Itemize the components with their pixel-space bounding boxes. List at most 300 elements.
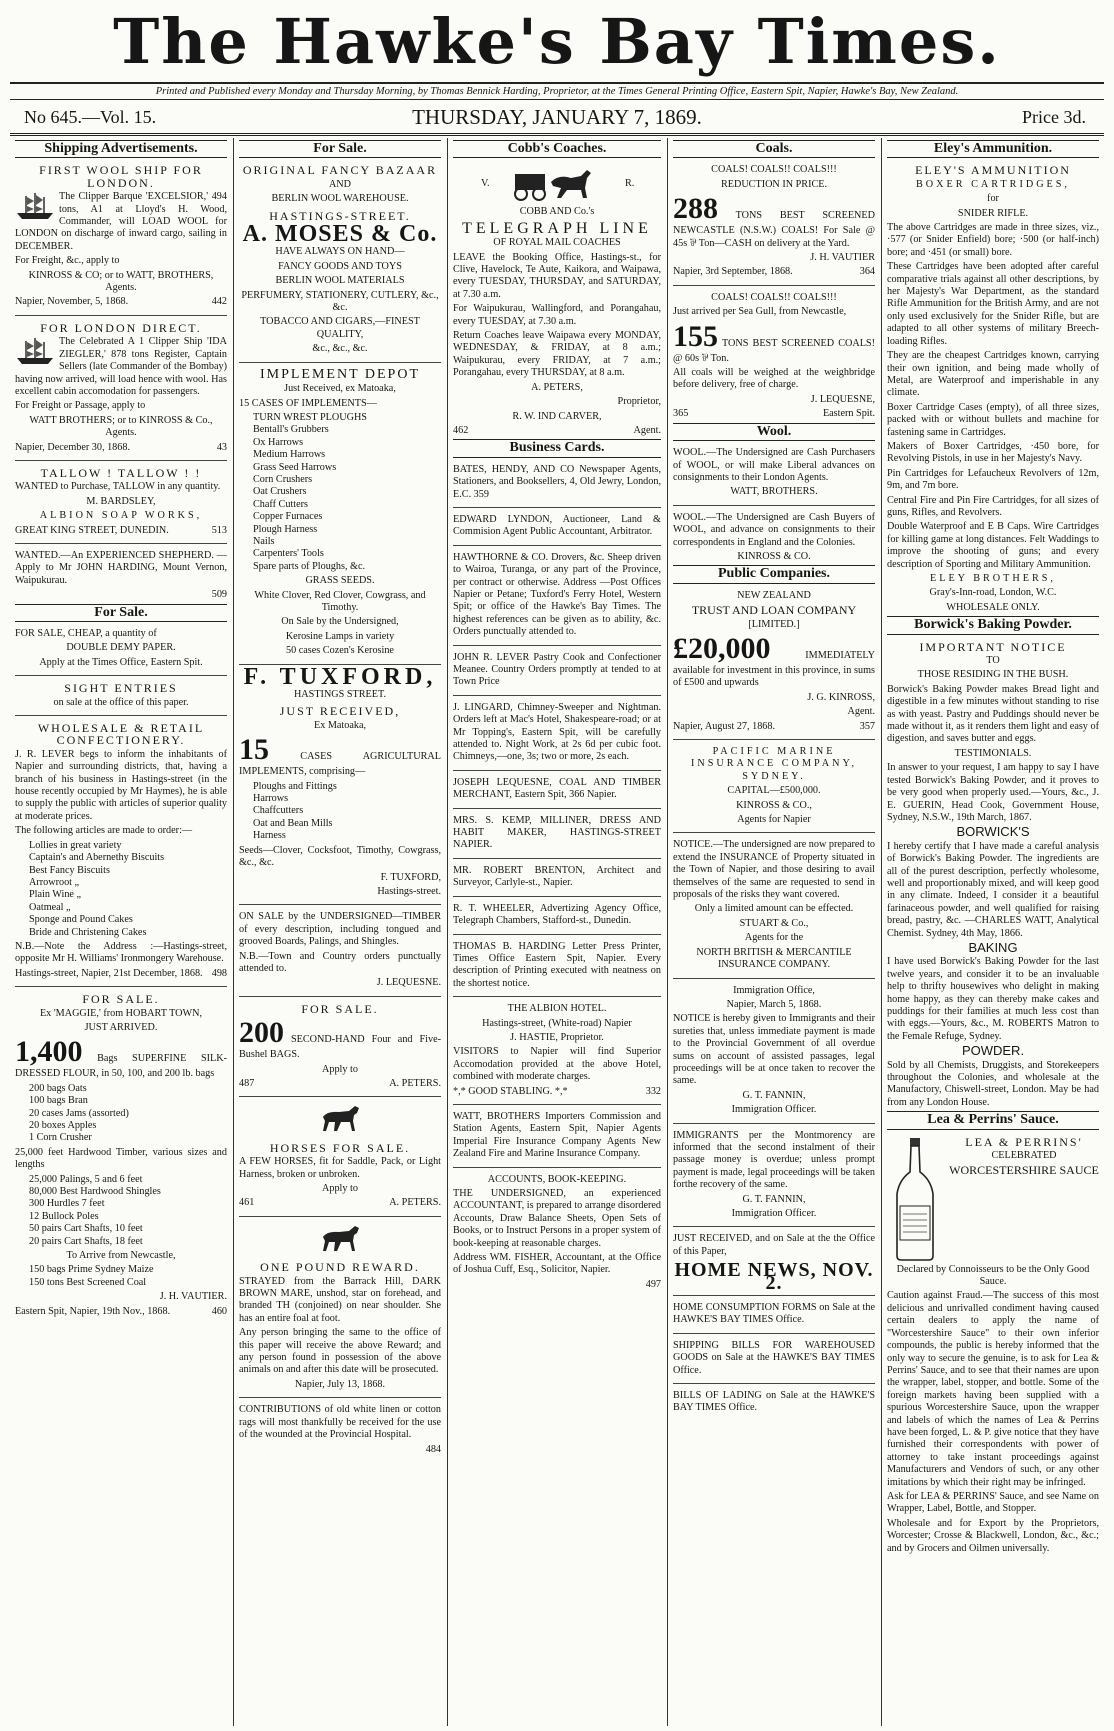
ad-body: All coals will be weighed at the weighbridge before delivery, free of charge. xyxy=(673,367,875,391)
ad-title: THE ALBION HOTEL. xyxy=(507,1003,607,1015)
business-card: R. T. WHEELER, Advertizing Agency Office, Telegraph Chambers, Stafford-st., Dunedin. xyxy=(453,902,661,927)
ad-title: ELEY'S AMMUNITION xyxy=(915,163,1071,178)
list-item: 150 bags Prime Sydney Maize xyxy=(29,1264,154,1276)
ad-agents: WATT BROTHERS; or to KINROSS & Co., Agents. xyxy=(29,414,213,439)
ad-works: ALBION SOAP WORKS, xyxy=(39,510,203,522)
ad-body: IMMIGRANTS per the Montmorency are informed that the second instalment of their passage money is overdue; unless prompt payment is made, legal proceedings will be taken forthe recovery of the same. xyxy=(673,1129,875,1191)
ad-body: I hereby certify that I have made a careful analysis of Borwick's Baking Powder. The ingredients are all of the purest description, perfectly wholesome, well and proportionably mixed, and will keep good in any climate. Indeed, I consider it a beautiful farinaceous powder, and well qualified for raising bread, pastry, &c. —CHARLES WATT, Analytical Chemist. Sydney, 4th May, 1866. xyxy=(887,840,1099,939)
ad-text: SECOND-HAND Four and Five-Bushel BAGS. xyxy=(239,1034,441,1061)
ad-body: WOOL.—The Undersigned are Cash Buyers of WOOL, and advance on consignments to their correspondents in England and the Colonies. xyxy=(673,511,875,548)
ad-signature: J. LEQUESNE, xyxy=(810,393,875,405)
section-heading: Eley's Ammunition. xyxy=(887,140,1099,158)
ad-date: Eastern Spit, Napier, 19th Nov., 1868. xyxy=(15,1305,171,1317)
divider xyxy=(239,1397,441,1398)
list-item: 200 bags Oats xyxy=(29,1082,87,1094)
ad-text: J. HASTIE, Proprietor. xyxy=(510,1031,604,1043)
ad-text: The following articles are made to order:— xyxy=(15,825,193,837)
divider xyxy=(15,715,227,716)
ad-number: 484 xyxy=(425,1443,441,1455)
ad-text: Agent. xyxy=(633,424,661,436)
divider xyxy=(453,770,661,771)
section-heading: For Sale. xyxy=(15,604,227,622)
divider xyxy=(453,858,661,859)
ad-text: Immigration Officer. xyxy=(731,1104,817,1116)
list-item: Harness xyxy=(253,830,286,842)
ad-subtitle: BOXER CARTRIDGES, xyxy=(916,178,1070,190)
section-heading: Public Companies. xyxy=(673,565,875,583)
section-heading: Coals. xyxy=(673,140,875,158)
ad-title: FOR LONDON DIRECT. xyxy=(40,320,202,335)
list-item: Best Fancy Biscuits xyxy=(29,864,110,876)
issue-number: No 645.—Vol. 15. xyxy=(24,107,157,127)
ad-text: BERLIN WOOL WAREHOUSE. xyxy=(271,193,409,205)
list-item: TURN WREST PLOUGHS xyxy=(253,411,367,423)
divider xyxy=(673,832,875,833)
ad-text: [LIMITED.] xyxy=(748,618,800,630)
ad-subtitle: Ex 'MAGGIE,' from HOBART TOWN, xyxy=(39,1007,203,1019)
ad-body: They are the cheapest Cartridges known, carrying their own ignition, and being made wholly of Metal, are Waterproof and imperishable in any climate. xyxy=(887,350,1099,399)
ad-apply: Apply at the Times Office, Eastern Spit. xyxy=(39,656,203,668)
ad-body: Central Fire and Pin Fire Cartridges, for all sizes of guns, Rifles, and Revolvers. xyxy=(887,494,1099,518)
divider xyxy=(453,896,661,897)
ad-body: Ask for LEA & PERRINS' Sauce, and see Name on Wrapper, Label, Bottle, and Stopper. xyxy=(887,1490,1099,1515)
list-item: Nails xyxy=(253,535,275,547)
column-shipping xyxy=(10,138,232,1726)
ad-signature: KINROSS & CO., xyxy=(736,799,812,811)
column-coaches-business xyxy=(448,138,666,1726)
ad-number: 462 xyxy=(453,424,469,436)
coach-initial-r: R. xyxy=(625,178,635,190)
ad-signature: J. LEQUESNE. xyxy=(376,977,441,989)
ad-address: Hastings-street, (White-road) Napier xyxy=(482,1017,632,1029)
ad-signature: ELEY BROTHERS, xyxy=(930,573,1056,584)
masthead-title: The Hawke's Bay Times. xyxy=(113,5,1001,78)
ad-number: 509 xyxy=(211,589,227,601)
ad-title: TELEGRAPH LINE xyxy=(462,219,652,237)
ad-text: White Clover, Red Clover, Cowgrass, and Timothy. xyxy=(254,589,426,613)
divider xyxy=(673,739,875,740)
ad-text: 25,000 feet Hardwood Timber, various sizes and lengths xyxy=(15,1146,227,1171)
ad-text: Agents for Napier xyxy=(737,814,811,826)
ad-number: 364 xyxy=(859,266,875,278)
section-heading: For Sale. xyxy=(239,140,441,158)
ad-firm-name: F. TUXFORD, xyxy=(243,663,437,690)
list-item: Arrowroot „ xyxy=(29,876,80,888)
list-item: 20 boxes Apples xyxy=(29,1120,97,1131)
divider xyxy=(15,315,227,316)
ad-subtitle: TESTIMONIALS. xyxy=(954,747,1032,759)
divider xyxy=(239,904,441,905)
ad-text: 50 cases Cozen's Kerosine xyxy=(286,645,394,657)
ad-title: FOR SALE. xyxy=(301,1001,379,1016)
divider xyxy=(673,285,875,286)
ad-number: 487 xyxy=(239,1077,255,1089)
ad-body: HOME CONSUMPTION FORMS on Sale at the HAWKE'S BAY TIMES Office. xyxy=(673,1302,875,1326)
list-item: 150 tons Best Screened Coal xyxy=(29,1276,147,1288)
list-item: &c., &c., &c. xyxy=(312,343,368,355)
list-item: 50 pairs Cart Shafts, 10 feet xyxy=(29,1223,143,1235)
coach-initial-v: V. xyxy=(481,178,490,190)
divider xyxy=(239,362,441,363)
ad-number: 497 xyxy=(645,1278,661,1290)
list-item: Ox Harrows xyxy=(253,436,304,448)
section-heading: Wool. xyxy=(673,423,875,441)
ad-title: PACIFIC MARINE INSURANCE COMPANY, SYDNEY. xyxy=(690,746,858,782)
ad-text: Ex Matoaka, xyxy=(313,719,367,731)
business-card: THOMAS B. HARDING Letter Press Printer, Times Office Eastern Spit, Napier. Every description of Printing executed with neatness on the shortest notice. xyxy=(453,940,661,989)
ad-title: FOR SALE. xyxy=(82,992,160,1007)
ad-title: WHOLESALE & RETAIL CONFECTIONERY. xyxy=(37,721,205,748)
ad-text: Bags SUPERFINE SILK-DRESSED FLOUR, in 50, 100, and 200 lb. bags xyxy=(15,1053,227,1080)
list-item: TOBACCO AND CIGARS,—FINEST QUALITY, xyxy=(260,316,420,340)
divider xyxy=(453,1167,661,1168)
ad-body: The above Cartridges are made in three sizes, viz., ·577 (or Snider Enfield) bore; ·500 (or half-inch) bore; and ·451 (or small) bore. xyxy=(887,222,1099,258)
divider xyxy=(673,505,875,506)
ad-body: WOOL.—The Undersigned are Cash Purchasers of WOOL, or will make Liberal advances on consignments to their London Agents. xyxy=(673,447,875,483)
ad-date: Napier, November, 5, 1868. xyxy=(15,296,129,308)
list-item: Copper Furnaces xyxy=(253,511,323,523)
list-item: 12 Bullock Poles xyxy=(29,1210,99,1222)
ad-body: Caution against Fraud.—The success of this most delicious and unrivalled condiment having caused certain dealers to apply the name of "Worcestershire Sauce" to their own inferior compounds, the public is hereby informed that the only way to secure the genuine, is to ask for Lea & Perrins' Sauce, and to see that their names are upon the wrapper, label, stopper, and bottle. Some of the foreign markets having been supplied with a spurious Worcestershire Sauce, upon the wrapper and labels of which the names of Lea & Perrins have been forged, L. & P. give notice that they have furnished their correspondents with power of attorney to take instant proceedings against Manufacturers and Vendors of such, or any other imitations by which their right may be infringed. xyxy=(887,1290,1099,1488)
list-item: 80,000 Best Hardwood Shingles xyxy=(29,1186,161,1198)
list-item: FANCY GOODS AND TOYS xyxy=(278,260,402,272)
ad-signature: R. W. IND CARVER, xyxy=(512,410,602,422)
ad-body: BILLS OF LADING on Sale at the HAWKE'S BAY TIMES Office. xyxy=(673,1390,875,1414)
ad-body: Pin Cartridges for Lefaucheux Revolvers of 12m, 9m, and 7m bore. xyxy=(887,467,1099,492)
ad-body: FOR SALE, CHEAP, a quantity of xyxy=(15,628,157,639)
ad-number: 357 xyxy=(859,720,875,732)
divider xyxy=(239,1216,441,1217)
ad-title: LEA & PERRINS' xyxy=(965,1134,1083,1149)
ad-address: GREAT KING STREET, DUNEDIN. xyxy=(15,524,169,536)
ad-body: NOTICE is hereby given to Immigrants and their sureties that, unless immediate payment is made to the Provincial Government of all overdue sums on account of assisted passages, legal proceedings will be at once taken to recover the same. xyxy=(673,1013,875,1087)
ad-text: For Freight, &c., apply to xyxy=(15,255,120,267)
ad-text: Agents for the xyxy=(744,932,804,944)
issue-date: THURSDAY, JANUARY 7, 1869. xyxy=(412,105,702,129)
ad-text: Just Received, ex Matoaka, xyxy=(284,383,396,395)
ad-text: for xyxy=(987,193,999,205)
ad-body: WANTED.—An EXPERIENCED SHEPHERD. — Apply to Mr JOHN HARDING, Mount Vernon, Waipukurau. xyxy=(15,549,227,586)
ad-text: Hastings-street. xyxy=(377,885,441,897)
section-heading: Shipping Advertisements. xyxy=(15,140,227,158)
divider xyxy=(673,1123,875,1124)
ad-title: ACCOUNTS, BOOK-KEEPING. xyxy=(487,1173,627,1185)
divider xyxy=(673,1226,875,1227)
ad-text: CELEBRATED xyxy=(991,1150,1057,1162)
ship-icon xyxy=(15,336,55,366)
ad-subtitle: POWDER. xyxy=(961,1043,1025,1059)
ad-date: Napier, 3rd September, 1868. xyxy=(673,266,793,278)
ad-title: TALLOW ! TALLOW ! ! xyxy=(40,465,202,480)
ad-title: ORIGINAL FANCY BAZAAR xyxy=(242,163,438,178)
divider xyxy=(239,1096,441,1097)
ad-title: JUST RECEIVED, xyxy=(279,704,401,719)
ad-name: M. BARDSLEY, xyxy=(86,495,156,507)
ad-signature: J. H. VAUTIER xyxy=(810,252,875,264)
list-item: Bentall's Grubbers xyxy=(253,424,329,436)
business-card: MR. ROBERT BRENTON, Architect and Surveyor, Carlyle-st., Napier. xyxy=(453,864,661,889)
list-item: Chaffcutters xyxy=(253,805,304,817)
divider xyxy=(673,978,875,979)
ad-body: Makers of Boxer Cartridges, ·450 bore, for Revolving Pistols, in use in her Majesty's Navy. xyxy=(887,440,1099,465)
divider xyxy=(453,1104,661,1105)
ad-text: CASES AGRICULTURAL IMPLEMENTS, comprising— xyxy=(239,751,441,778)
horse-icon xyxy=(239,1103,441,1137)
ad-signature: KINROSS & CO. xyxy=(737,550,811,562)
ad-title: HORSES FOR SALE. xyxy=(269,1140,411,1155)
divider xyxy=(15,543,227,544)
list-item: Spare parts of Ploughs, &c. xyxy=(253,560,366,572)
list-item: 1 Corn Crusher xyxy=(29,1132,92,1144)
list-item: Carpenters' Tools xyxy=(253,548,324,560)
ad-text: 15 CASES OF IMPLEMENTS— xyxy=(239,397,377,409)
ad-body: The Clipper Barque 'EXCELSIOR,' 494 tons, A1 at Lloyd's H. Wood, Commander, will LOAD WOOL for LONDON on discharge of inward cargo, sailing in DECEMBER. xyxy=(15,191,227,252)
business-card: JOHN R. LEVER Pastry Cook and Confectioner Meanee. Country Orders promptly at tended to at Town Price xyxy=(453,651,661,688)
section-heading: Cobb's Coaches. xyxy=(453,140,661,158)
column-coals-companies xyxy=(668,138,880,1726)
ad-body: LEAVE the Booking Office, Hastings-st., for Clive, Havelock, Te Aute, Kaikora, and Waipawa, every TUESDAY, THURSDAY, and SATURDAY, at 7.30 a.m. xyxy=(453,251,661,300)
business-card: BATES, HENDY, AND CO Newspaper Agents, Stationers, and Booksellers, 4, Old Jewry, London, E.C. 359 xyxy=(453,463,661,500)
ad-body: Just arrived per Sea Gull, from Newcastle, xyxy=(673,306,847,318)
imprint-line: Printed and Published every Monday and Thursday Morning, by Thomas Bennick Harding, Proprietor, at the Times General Printing Office, Eastern Spit, Napier, Hawke's Bay, New Zealand. xyxy=(10,82,1104,100)
ad-body: VISITORS to Napier will find Superior Accomodation provided at the above Hotel, combined with moderate charges. xyxy=(453,1046,661,1083)
ad-title: COBB AND Co.'s xyxy=(519,206,595,218)
list-item: Oat Crushers xyxy=(253,486,307,498)
ad-date: Napier, July 13, 1868. xyxy=(294,1378,386,1390)
ad-text: IMMEDIATELY available for investment in this province, in sums of £500 and upwards xyxy=(673,649,875,689)
ad-big-number: 155 xyxy=(673,319,718,353)
list-item: Harrows xyxy=(253,793,289,805)
ad-text: *,* GOOD STABLING. *,* xyxy=(453,1085,568,1097)
ad-title: NORTH BRITISH & MERCANTILE INSURANCE COMPANY. xyxy=(696,946,852,971)
list-item: 20 cases Jams (assorted) xyxy=(29,1107,129,1119)
section-heading: Lea & Perrins' Sauce. xyxy=(887,1111,1099,1129)
ad-signature: A. PETERS. xyxy=(389,1077,441,1089)
ad-body: In answer to your request, I am happy to say I have tested Borwick's Baking Powder, and it proves to be very good when properly used.—Yours, &c., J. E. GUERIN, Head Cook, Government House, Sydney, N.S.W., 19th March, 1867. xyxy=(887,762,1099,823)
ad-text: HAVE ALWAYS ON HAND— xyxy=(275,246,405,258)
list-item: Oat and Bean Mills xyxy=(253,817,333,829)
list-item: Captain's and Abernethy Biscuits xyxy=(29,852,165,864)
list-item: Bride and Christening Cakes xyxy=(29,926,147,938)
list-item: Grass Seed Harrows xyxy=(253,461,337,473)
list-item: Plough Harness xyxy=(253,523,318,535)
ad-body: STRAYED from the Barrack Hill, DARK BROWN MARE, unshod, star on forehead, and branded TH (conjoined) on near shoulder. She has an entire foal at foot. xyxy=(239,1275,441,1324)
ad-text: For Freight or Passage, apply to xyxy=(15,400,146,412)
list-item: 100 bags Bran xyxy=(29,1095,88,1107)
ad-date: Napier, March 5, 1868. xyxy=(726,998,822,1010)
ad-number: 442 xyxy=(211,296,227,308)
divider xyxy=(453,507,661,508)
ad-text: On Sale by the Undersigned, xyxy=(281,616,399,628)
ad-text: Immigration Officer. xyxy=(731,1208,817,1219)
ad-text: TONS BEST SCREENED NEWCASTLE (N.S.W.) COALS! For Sale @ 45s ⅌ Ton—CASH on delivery at the Yard. xyxy=(673,210,875,249)
ad-number: 43 xyxy=(216,441,227,453)
ad-signature: F. TUXFORD, xyxy=(380,871,441,883)
list-item: BERLIN WOOL MATERIALS xyxy=(275,275,405,287)
ad-text: CAPITAL—£500,000. xyxy=(727,785,821,797)
list-item: Ploughs and Fittings xyxy=(253,780,337,792)
ad-subtitle: THOSE RESIDING IN THE BUSH. xyxy=(917,669,1069,681)
business-card: J. LINGARD, Chimney-Sweeper and Nightman. Orders left at Mac's Hotel, Shakespeare-road; or at Mr Topping's, Eastern Spit, will be carefully attended to. Night Work, at 2s 6d per cubic foot. Chimneys,—one, 3s; two or more, 2s each. xyxy=(453,701,661,763)
ad-body: WANTED to Purchase, TALLOW in any quantity. xyxy=(15,481,221,493)
ad-text: To Arrive from Newcastle, xyxy=(66,1250,176,1262)
ad-text: WHOLESALE ONLY. xyxy=(946,601,1040,613)
ad-title: COALS! COALS!! COALS!!! xyxy=(711,164,837,176)
divider xyxy=(453,545,661,546)
ad-text: AND xyxy=(328,178,352,190)
ad-item: DOUBLE DEMY PAPER. xyxy=(66,642,176,654)
ad-body: The Celebrated A 1 Clipper Ship 'IDA ZIEGLER,' 878 tons Register, Captain Sellers (late Commander of the Bombay) having now arrived, will load hence with wool. Has excellent cabin accomodation for passengers. xyxy=(15,336,227,397)
divider xyxy=(15,986,227,987)
divider xyxy=(673,1333,875,1334)
ad-number: 332 xyxy=(645,1085,661,1097)
business-card: JOSEPH LEQUESNE, COAL AND TIMBER MERCHANT, Eastern Spit, 366 Napier. xyxy=(453,776,661,801)
ad-text: JUST ARRIVED. xyxy=(84,1021,158,1033)
ad-signature: G. T. FANNIN, xyxy=(742,1193,806,1205)
ad-agents: KINROSS & CO; or to WATT, BROTHERS, Agents. xyxy=(28,269,214,294)
business-card: HAWTHORNE & CO. Drovers, &c. Sheep driven to Wairoa, Turanga, or any part of the Province, per contract or otherwise. Address —Post Offices Napier or Petane; Tuxford's Ferry Hotel, Western Spit; or office of the Hawke's Bay Times. The highest references can be given as to ability, &c. Orders punctually attended to. xyxy=(453,551,661,638)
divider xyxy=(453,695,661,696)
sauce-bottle-icon xyxy=(887,1136,943,1262)
ad-title: IMPLEMENT DEPOT xyxy=(259,366,421,382)
list-item: Chaff Cutters xyxy=(253,498,308,510)
ad-big-number: 200 xyxy=(239,1016,284,1050)
ad-address: Address WM. FISHER, Accountant, at the Office of Joshua Cuff, Esq., Solicitor, Napier. xyxy=(453,1252,661,1276)
ad-body: CONTRIBUTIONS of old white linen or cotton rags will most thankfully be received for the use of the wounded at the Provincial Hospital. xyxy=(239,1404,441,1441)
horse-icon xyxy=(239,1223,441,1257)
ad-text: TO xyxy=(986,655,1000,667)
ad-number: 460 xyxy=(211,1305,227,1317)
list-item: Oatmeal „ xyxy=(29,901,71,913)
ad-body: Return Coaches leave Waipawa every MONDAY, WEDNESDAY, & FRIDAY, at 8 a.m.; Waipukurau, every FRIDAY, at 7 a.m.; Porangahau, every THURSDAY, at 8 a.m. xyxy=(453,330,661,379)
ad-subtitle: BORWICK'S xyxy=(956,824,1030,840)
ad-signature: J. G. KINROSS, xyxy=(807,691,875,703)
ad-text: HASTINGS STREET. xyxy=(293,689,387,701)
divider xyxy=(239,996,441,997)
ad-title: HASTINGS-STREET. xyxy=(269,208,411,223)
ad-note: N.B.—Town and Country orders punctually attended to. xyxy=(239,950,441,974)
business-card: MRS. S. KEMP, MILLINER, DRESS AND HABIT MAKER, HASTINGS-STREET NAPIER. xyxy=(453,814,661,851)
stagecoach-icon xyxy=(511,166,601,202)
business-card: WATT, BROTHERS Importers Commission and Station Agents, Eastern Spit, Napier Agents Imperial Fire Insurance Company Agents New Zealand Fire and Marine Insurance Company. xyxy=(453,1110,661,1160)
ad-title: NEW ZEALAND xyxy=(737,589,811,601)
ad-subtitle: REDUCTION IN PRICE. xyxy=(720,178,828,190)
ad-text: TONS BEST SCREENED COALS! @ 60s ⅌ Ton. xyxy=(673,337,875,364)
divider xyxy=(453,645,661,646)
dateline xyxy=(10,103,1104,136)
ad-title: COALS! COALS!! COALS!!! xyxy=(711,291,837,303)
ad-subtitle: GRASS SEEDS. xyxy=(305,575,375,587)
ad-body: Any person bringing the same to the office of this paper will receive the above Reward; and any person found in possession of the above animals on and after this date will be prosecuted. xyxy=(239,1327,441,1376)
ad-apply: Apply to xyxy=(322,1063,358,1075)
list-item: Lollies in great variety xyxy=(29,839,122,851)
ship-icon xyxy=(15,191,55,221)
column-for-sale xyxy=(234,138,446,1726)
coach-illustration xyxy=(453,164,661,204)
ad-body: J. R. LEVER begs to inform the inhabitants of Napier and surrounding districts, that, having a branch of his business in Hastings-street (in the house recently occupied by Mr Haymes), he is able to supply the public with articles of superior quality at moderate prices. xyxy=(15,748,227,822)
ad-body: A FEW HORSES, fit for Saddle, Pack, or Light Harness, broken or unbroken. xyxy=(239,1156,441,1180)
ad-body: Double Waterproof and E B Caps. Wire Cartridges for killing game at long distances. Felt Waddings to improve the shooting of guns; and every description of Sporting and Military Ammunition. xyxy=(887,521,1099,570)
list-item: Medium Harrows xyxy=(253,449,326,461)
ad-apply: Apply to xyxy=(322,1183,358,1194)
ad-body: I have used Borwick's Baking Powder for the last twelve years, and consider it to be an invaluable help to thrifty housewives who delight in making home happy, as they can thereby make cakes and puddings for their families at much less cost than with eggs.—Yours, &c., M. ROBERTS Matron to the Female Refuge, Sydney. xyxy=(887,956,1099,1042)
ad-address: Gray's-Inn-road, London, W.C. xyxy=(929,587,1057,599)
ad-headline: HOME NEWS, NOV. 2. xyxy=(674,1259,874,1294)
ad-signature: WATT, BROTHERS. xyxy=(730,486,818,498)
ad-number: 461 xyxy=(239,1197,255,1209)
ad-big-number: £20,000 xyxy=(673,631,771,665)
divider xyxy=(15,460,227,461)
business-card: EDWARD LYNDON, Auctioneer, Land & Commision Agent Public Accountant, Arbitrator. xyxy=(453,513,661,538)
ad-subtitle: SNIDER RIFLE. xyxy=(957,207,1029,219)
ad-body: NOTICE.—The undersigned are now prepared to extend the INSURANCE of Property situated in the Town of Napier, and those desiring to avail themselves of the same are requested to send in proposals of the risks they want covered. xyxy=(673,839,875,901)
ad-text: Kerosine Lamps in variety xyxy=(285,630,395,642)
ad-signature: G. T. FANNIN, xyxy=(742,1089,806,1101)
ad-body: Borwick's Baking Powder makes Bread light and digestible in a few minutes without standing to rise as with yeast. Pastry and Puddings should never be made without it, as it renders them light and easy of digestion, and saves butter and eggs. xyxy=(887,683,1099,745)
ad-title: FIRST WOOL SHIP FOR LONDON. xyxy=(39,163,203,190)
ad-body: THE UNDERSIGNED, an experienced ACCOUNTANT, is prepared to arrange disordered Accounts, Draw Balance Sheets, Open Sets of Books, or to Instruct Persons in a proper system of book-keeping at reasonable charges. xyxy=(453,1188,661,1249)
list-item: 20 pairs Cart Shafts, 18 feet xyxy=(29,1235,143,1247)
ad-date: Napier, December 30, 1868. xyxy=(15,441,131,453)
list-item: Sponge and Pound Cakes xyxy=(29,914,133,926)
column-eley-borwick-lea xyxy=(882,138,1104,1726)
ad-signature: A. PETERS. xyxy=(389,1197,441,1209)
ad-number: 513 xyxy=(211,524,227,536)
ad-date: Hastings-street, Napier, 21st December, 1868. xyxy=(15,967,203,979)
ad-text: Agent. xyxy=(847,706,875,718)
divider xyxy=(15,675,227,676)
issue-price: Price 3d. xyxy=(1022,107,1086,127)
ad-text: Seeds—Clover, Cocksfoot, Timothy, Cowgrass, &c., &c. xyxy=(239,844,441,869)
ad-body: ON SALE by the UNDERSIGNED—TIMBER of every description, including tongued and grooved Boards, Palings, and Shingles. xyxy=(239,911,441,948)
ad-big-number: 1,400 xyxy=(15,1035,83,1069)
ad-subtitle: OF ROYAL MAIL COACHES xyxy=(493,237,621,249)
list-item: 300 Hurdles 7 feet xyxy=(29,1198,105,1210)
ad-big-number: 288 xyxy=(673,192,718,226)
divider xyxy=(673,1295,875,1296)
divider xyxy=(453,934,661,935)
ad-title: ONE POUND REWARD. xyxy=(260,1260,420,1275)
divider xyxy=(453,996,661,997)
ad-text: Declared by Connoisseurs to be the Only Good Sauce. xyxy=(896,1263,1090,1288)
divider xyxy=(453,808,661,809)
ad-text: Proprietor, xyxy=(617,396,661,408)
divider xyxy=(673,1383,875,1384)
ad-signature: A. PETERS, xyxy=(531,381,583,393)
section-heading: Business Cards. xyxy=(453,439,661,457)
ad-subtitle: BAKING xyxy=(968,939,1018,955)
ad-text: Eastern Spit. xyxy=(822,408,875,420)
ad-subtitle: on sale at the office of this paper. xyxy=(53,696,189,708)
ad-number: 498 xyxy=(211,967,227,979)
ad-text: Immigration Office, xyxy=(733,984,815,996)
section-heading: Borwick's Baking Powder. xyxy=(887,616,1099,634)
ad-date: Napier, August 27, 1868. xyxy=(673,720,776,732)
ad-body: Wholesale and for Export by the Proprietors, Worcester; Crosse & Blackwell, London, &c., &c.; and by Grocers and Oilmen universally. xyxy=(887,1517,1099,1554)
ad-body: Boxer Cartridge Cases (empty), of all three sizes, packed with or without bullets and machine for fastening same in Cartridges. xyxy=(887,401,1099,438)
ad-firm-name: A. MOSES & Co. xyxy=(242,221,438,248)
columns xyxy=(10,138,1104,1726)
ad-body: These Cartridges have been adopted after careful comparative trials against all other descriptions, by her Majesty's War Department, as the standard Rifle Ammunition for the British Army, and are not only used exclusively for the Snider Rifle, but are adapted to all other systems of military Breech-loading Rifles. xyxy=(887,261,1099,347)
ad-title: IMPORTANT NOTICE xyxy=(919,639,1067,654)
list-item: Corn Crushers xyxy=(253,473,313,485)
ad-subtitle: WORCESTERSHIRE SAUCE xyxy=(949,1163,1099,1178)
ad-big-number: 15 xyxy=(239,733,269,767)
list-item: PERFUMERY, STATIONERY, CUTLERY, &c., &c. xyxy=(241,289,439,314)
ad-body: For Waipukurau, Wallingford, and Porangahau, every TUESDAY, at 7.30 a.m. xyxy=(453,303,661,327)
ad-note: N.B.—Note the Address :—Hastings-street, opposite Mr H. Williams' Ironmongery Warehouse. xyxy=(15,940,227,965)
ad-signature: J. H. VAUTIER. xyxy=(159,1291,227,1303)
